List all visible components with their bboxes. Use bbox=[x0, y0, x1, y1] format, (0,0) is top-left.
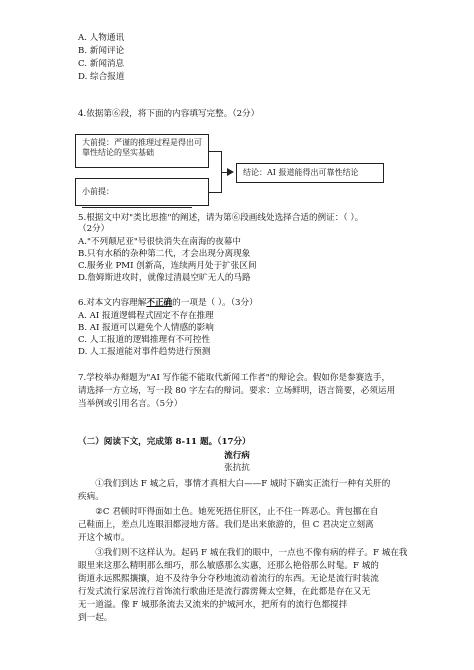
minor-premise-box bbox=[75, 178, 209, 206]
q6-title bbox=[78, 298, 434, 310]
section2-heading: （二）阅读下文，完成第 8-11 题。（17分） bbox=[78, 437, 251, 447]
q5-option-b: B.只有水稻的杂种第二代，才会出现分离现象 bbox=[78, 249, 251, 259]
paragraph-3-line1: ③我们则不这样认为。起码 F 城在我们的眼中，一点也不像有病的样子。F 城在我 bbox=[95, 548, 408, 558]
q6-option-c: C. 人工报道的逻辑推理有不可控性 bbox=[78, 335, 211, 345]
major-premise-box bbox=[75, 134, 209, 168]
q6-title-post: 的一项是（ ）。（3分） bbox=[172, 298, 258, 308]
connector-line-top bbox=[209, 151, 221, 152]
paragraph-2-line1: ②C 君顿时吓得面如土色。她死死捂住肝区，止不住一阵恶心。背包挪在自 bbox=[95, 507, 379, 517]
paragraph-1-line1: ①我们到达 F 城之后，事情才真相大白——F 城时下确实正流行一种有关肝的 bbox=[95, 479, 391, 489]
q5-title-line2: （2分） bbox=[78, 224, 110, 234]
paragraph-2-line3: 开这个城市。 bbox=[78, 533, 130, 543]
q7-line1: 7.学校举办辩题为"AI 写作能不能取代新闻工作者"的辩论会。假如你是参赛选手， bbox=[78, 373, 391, 383]
conclusion-text: 结论：AI 报道能得出可靠性结论 bbox=[243, 168, 359, 177]
story-title: 流行病 bbox=[224, 451, 250, 461]
arrow-right-icon bbox=[227, 168, 234, 176]
q5-title-line1: 5.根据文中对"类比思推"的阐述，请为第⑥段画线处选择合适的例证：（ ）。 bbox=[78, 213, 364, 223]
option-d-top: D. 综合报道 bbox=[78, 72, 125, 82]
paragraph-3-line3: 街道永远熙熙攘攘，迫不及待争分夺秒地流动着流行的东西。无论是流行时装流 bbox=[78, 574, 379, 584]
story-author: 张抗抗 bbox=[224, 463, 250, 473]
paragraph-3-line2: 眼里来这那么精明那么细巧，那么敏感那么实惠，还那么艳俗那么时髦。F 城的 bbox=[78, 561, 379, 571]
q6-option-b: B. AI 报道可以避免个人情感的影响 bbox=[78, 323, 214, 333]
q6-option-a: A. AI 报道逻辑程式固定不存在推理 bbox=[78, 311, 214, 321]
minor-premise-blank[interactable] bbox=[82, 199, 192, 208]
q4-title: 4.依据第⑥段，将下面的内容填写完整。（2分） bbox=[78, 109, 260, 119]
q5-option-a: A."不列颠尼亚"号很快消失在南海的夜幕中 bbox=[78, 237, 241, 247]
paragraph-3-line6: 到一起。 bbox=[78, 613, 113, 623]
q6-option-d: D. 人工报道能对事件趋势进行预测 bbox=[78, 347, 211, 357]
paragraph-3-line5: 无一道溢。像 F 城那条流去又流来的护城河水，把所有的流行色都搅拌 bbox=[78, 600, 348, 610]
conclusion-box bbox=[236, 163, 384, 183]
option-b-top: B. 新闻评论 bbox=[78, 46, 125, 56]
q7-line3: 当举例或引用名言。（5分） bbox=[78, 399, 183, 409]
paragraph-1-line2: 疾病。 bbox=[78, 492, 104, 502]
option-a-top: A. 人物通讯 bbox=[78, 33, 125, 43]
q7-line2: 请选择一方立场，写一段 80 字左右的辩词。要求：立场鲜明，语言简要，必须运用 bbox=[78, 386, 396, 396]
paragraph-2-line2: 己鞋面上，差点儿连眼泪都浸地方落。我们是出来旅游的，但 C 君决定立刻离 bbox=[78, 520, 374, 530]
q5-option-c: C.服务业 PMI 创新高，连续两月处于扩张区间 bbox=[78, 261, 257, 271]
connector-line-bottom bbox=[209, 192, 221, 193]
option-c-top: C. 新闻消息 bbox=[78, 59, 125, 69]
q6-title-emphasis: 不正确 bbox=[146, 298, 173, 308]
paragraph-3-line4: 行发式流行家居流行首饰流行歌曲还是流行霹雳舞太空舞，在此都是存在又无 bbox=[78, 587, 371, 597]
q5-option-d: D.詹姆斯进攻时，就像过清晨空旷无人的马路 bbox=[78, 273, 251, 283]
minor-premise-label: 小前提： bbox=[82, 187, 114, 196]
q6-title-pre: 6.对本文内容理解 bbox=[78, 298, 147, 308]
major-premise-text: 大前提：严谨的推理过程是得出可靠性结论的坚实基础 bbox=[82, 138, 202, 158]
